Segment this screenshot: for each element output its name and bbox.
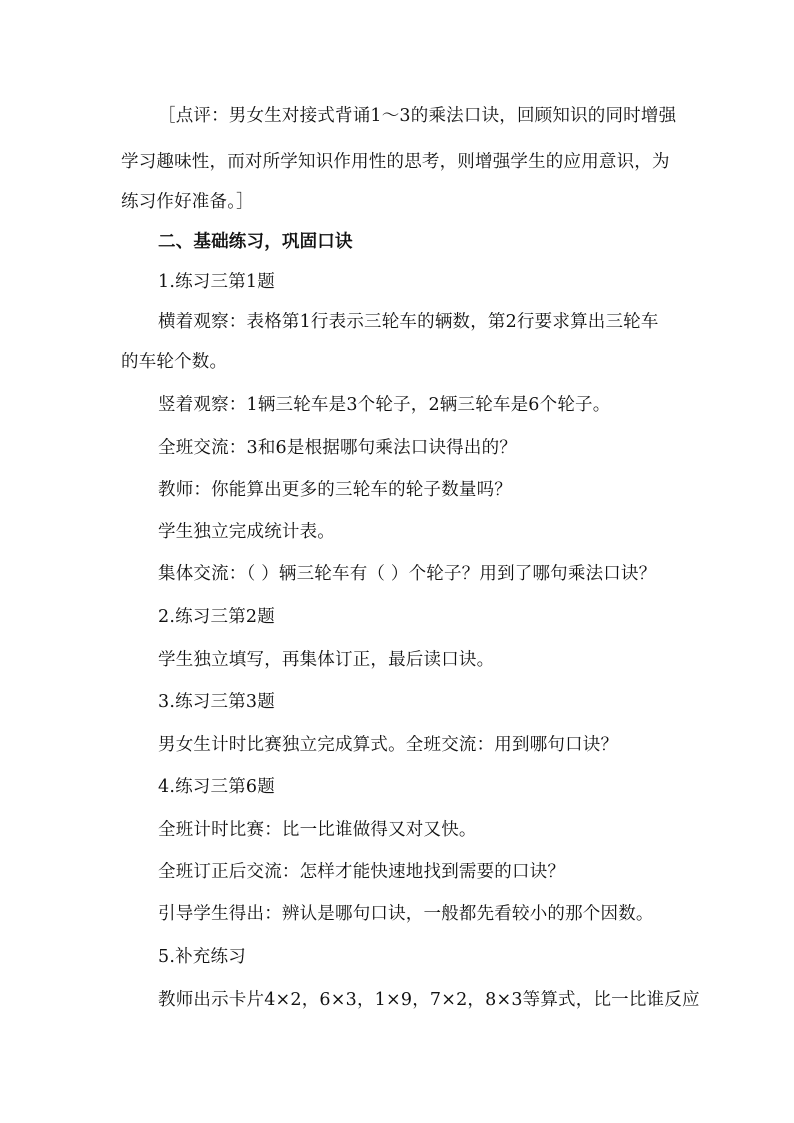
item-1-title: 1.练习三第1题 (158, 272, 275, 292)
item-5-paragraph: 教师出示卡片4×2，6×3，1×9，7×2，8×3等算式，比一比谁反应 (158, 990, 700, 1010)
item-3-title: 3.练习三第3题 (158, 692, 275, 712)
item-2-paragraph: 学生独立填写，再集体订正，最后读口诀。 (158, 650, 495, 670)
item-1-paragraph-line: 的车轮个数。 (121, 352, 228, 372)
item-5-title: 5.补充练习 (158, 947, 246, 967)
item-1-paragraph: 集体交流：（ ）辆三轮车有（ ）个轮子？用到了哪句乘法口诀？ (158, 564, 657, 584)
item-1-paragraph: 学生独立完成统计表。 (158, 522, 335, 542)
item-4-paragraph: 全班订正后交流：怎样才能快速地找到需要的口诀？ (158, 862, 566, 882)
item-1-paragraph: 全班交流：3和6是根据哪句乘法口诀得出的？ (158, 438, 517, 458)
item-4-title: 4.练习三第6题 (158, 777, 275, 797)
item-1-paragraph: 教师：你能算出更多的三轮车的轮子数量吗？ (158, 480, 512, 500)
item-1-paragraph-line: 横着观察：表格第1行表示三轮车的辆数，第2行要求算出三轮车 (158, 312, 659, 332)
item-2-title: 2.练习三第2题 (158, 607, 275, 627)
comment-line-1: ［点评：男女生对接式背诵1～3的乘法口诀，回顾知识的同时增强 (158, 106, 677, 126)
comment-line-3: 练习作好准备。］ (121, 192, 254, 212)
comment-line-2: 学习趣味性，而对所学知识作用性的思考，则增强学生的应用意识，为 (121, 152, 670, 172)
section-heading: 二、基础练习，巩固口诀 (158, 232, 353, 252)
item-4-paragraph: 全班计时比赛：比一比谁做得又对又快。 (158, 820, 477, 840)
item-1-paragraph: 竖着观察：1辆三轮车是3个轮子，2辆三轮车是6个轮子。 (158, 395, 611, 415)
item-3-paragraph: 男女生计时比赛独立完成算式。全班交流：用到哪句口诀？ (158, 735, 619, 755)
item-4-paragraph: 引导学生得出：辨认是哪句口诀，一般都先看较小的那个因数。 (158, 904, 654, 924)
